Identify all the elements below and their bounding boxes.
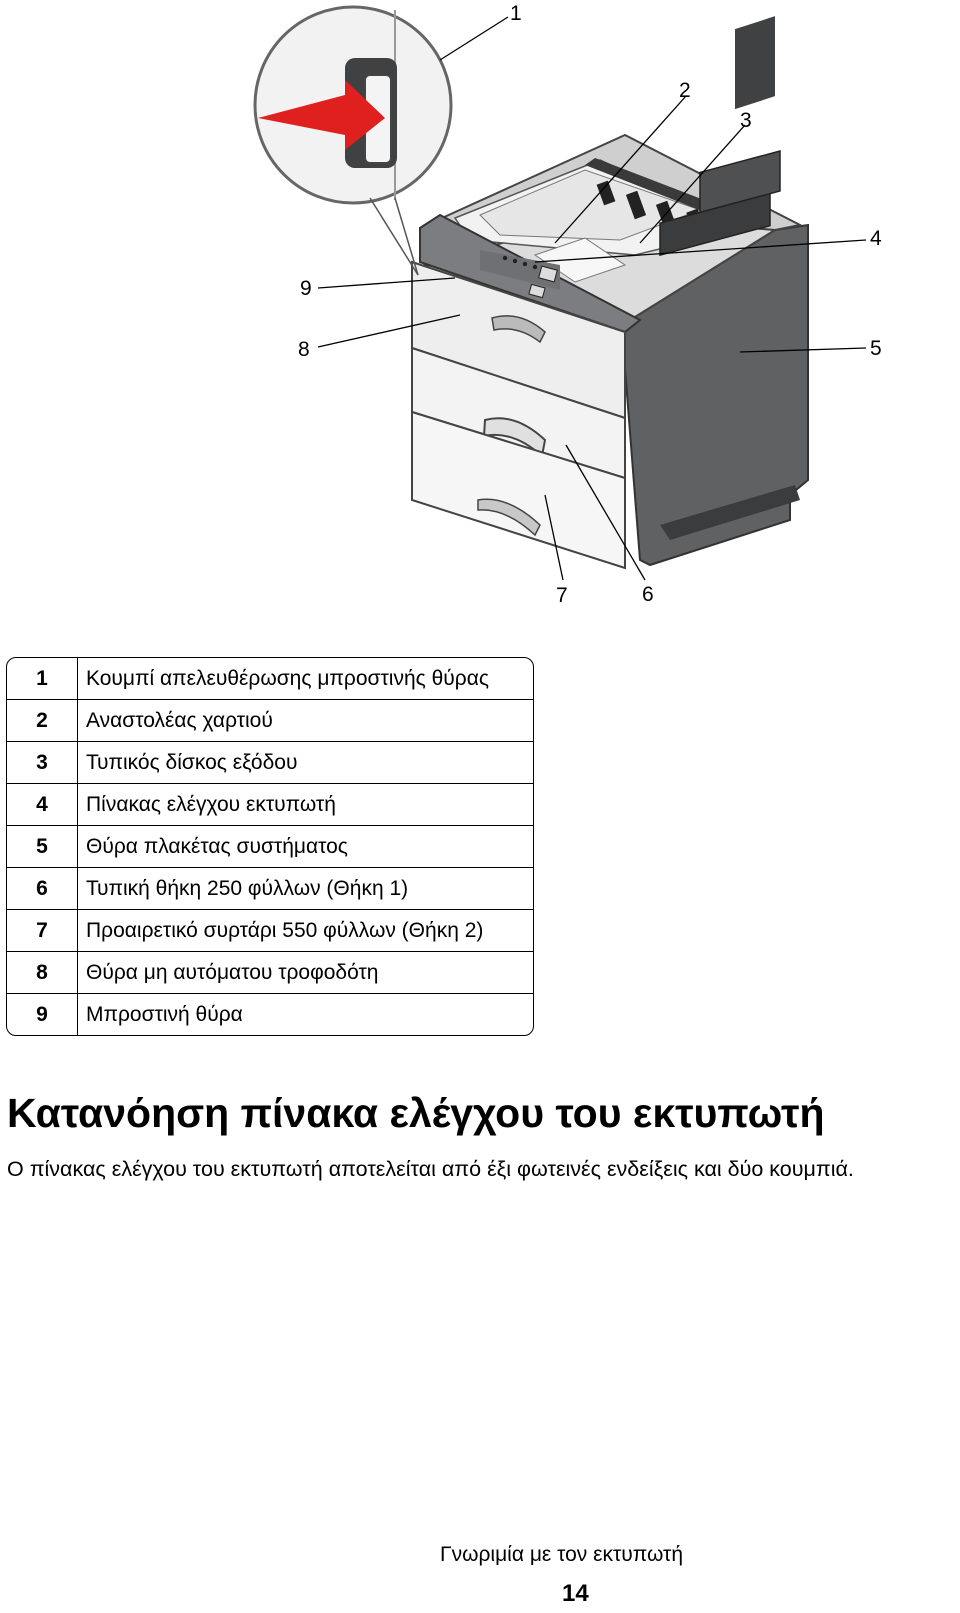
table-row bbox=[7, 994, 533, 1035]
part-label: Κουμπί απελευθέρωσης μπροστινής θύρας bbox=[78, 658, 533, 700]
callout-3: 3 bbox=[740, 109, 752, 132]
part-label: Τυπική θήκη 250 φύλλων (Θήκη 1) bbox=[78, 868, 533, 910]
table-row bbox=[7, 784, 533, 826]
section-paragraph: Ο πίνακας ελέγχου του εκτυπωτή αποτελείται από έξι φωτεινές ενδείξεις και δύο κουμπιά. bbox=[7, 1157, 854, 1181]
footer-section-title: Γνωριμία με τον εκτυπωτή bbox=[440, 1543, 684, 1566]
printer-illustration bbox=[0, 0, 960, 640]
part-label: Πίνακας ελέγχου εκτυπωτή bbox=[78, 784, 533, 826]
part-number: 8 bbox=[7, 952, 78, 994]
part-label: Μπροστινή θύρα bbox=[86, 1002, 243, 1026]
callout-9: 9 bbox=[300, 277, 312, 300]
part-label: Προαιρετικό συρτάρι 550 φύλλων (Θήκη 2) bbox=[78, 910, 533, 952]
part-label: Θύρα πλακέτας συστήματος bbox=[78, 826, 533, 868]
table-row bbox=[7, 658, 533, 700]
part-label: Θύρα μη αυτόματου τροφοδότη bbox=[78, 952, 533, 994]
part-label: Αναστολέας χαρτιού bbox=[78, 700, 533, 742]
callout-7: 7 bbox=[556, 584, 568, 607]
callout-8: 8 bbox=[298, 338, 310, 361]
part-number: 3 bbox=[7, 742, 78, 784]
callout-4: 4 bbox=[870, 227, 882, 250]
part-number: 7 bbox=[7, 910, 78, 952]
part-number: 1 bbox=[7, 658, 78, 700]
part-number: 5 bbox=[7, 826, 78, 868]
table-row bbox=[7, 910, 533, 952]
table-row bbox=[7, 700, 533, 742]
parts-legend-table bbox=[6, 657, 534, 1036]
table-row bbox=[7, 826, 533, 868]
part-number: 9 bbox=[7, 994, 78, 1035]
callout-6: 6 bbox=[642, 583, 654, 606]
part-number: 6 bbox=[7, 868, 78, 910]
callout-2: 2 bbox=[679, 79, 691, 102]
page-number: 14 bbox=[562, 1580, 589, 1607]
section-heading: Κατανόηση πίνακα ελέγχου του εκτυπωτή bbox=[7, 1090, 825, 1136]
callout-1: 1 bbox=[510, 2, 522, 25]
part-number: 4 bbox=[7, 784, 78, 826]
table-row bbox=[7, 952, 533, 994]
part-number: 2 bbox=[7, 700, 78, 742]
table-row bbox=[7, 742, 533, 784]
part-label: Τυπικός δίσκος εξόδου bbox=[78, 742, 533, 784]
callout-5: 5 bbox=[870, 337, 882, 360]
table-row bbox=[7, 868, 533, 910]
